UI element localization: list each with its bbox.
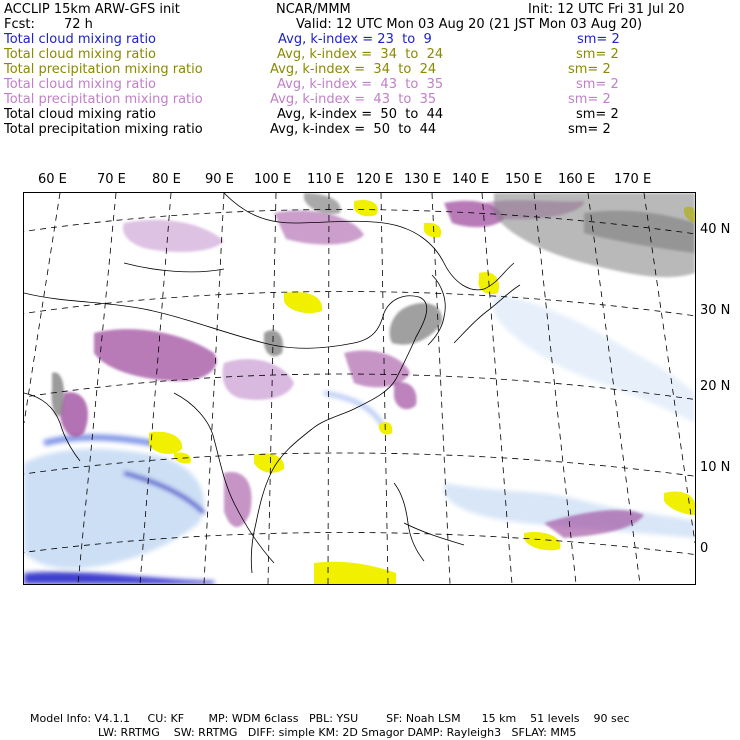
field-sm: sm= 2 xyxy=(568,92,611,107)
field-avg: Avg, k-index = 50 to 44 xyxy=(277,107,444,122)
field-name: Total cloud mixing ratio xyxy=(4,107,157,122)
lat-label: 40 N xyxy=(700,222,731,237)
lat-label: 20 N xyxy=(700,379,731,394)
lon-label: 110 E xyxy=(307,172,345,187)
map-canvas xyxy=(24,193,695,584)
field-row xyxy=(4,47,156,62)
field-avg: Avg, k-index = 43 to 35 xyxy=(277,77,444,92)
lon-label: 130 E xyxy=(404,172,442,187)
field-row xyxy=(4,122,203,137)
field-name: Total cloud mixing ratio xyxy=(4,32,157,47)
model-info-line1: Model Info: V4.1.1 CU: KF MP: WDM 6class PBL: YSU SF: Noah LSM 15 km 51 levels 90 sec xyxy=(30,712,630,725)
field-sm: sm= 2 xyxy=(576,47,619,62)
model-info-line2: LW: RRTMG SW: RRTMG DIFF: simple KM: 2D Smagor DAMP: Rayleigh3 SFLAY: MM5 xyxy=(98,726,577,739)
lon-label: 140 E xyxy=(452,172,490,187)
field-name: Total cloud mixing ratio xyxy=(4,47,157,62)
field-name: Total cloud mixing ratio xyxy=(4,77,157,92)
field-sm: sm= 2 xyxy=(568,62,611,77)
lon-label: 60 E xyxy=(38,172,67,187)
lat-label: 30 N xyxy=(700,303,731,318)
org-label: NCAR/MMM xyxy=(276,2,351,17)
field-row xyxy=(4,62,203,77)
lon-label: 120 E xyxy=(356,172,394,187)
lon-label: 100 E xyxy=(254,172,292,187)
field-row xyxy=(4,107,156,122)
field-avg: Avg, k-index = 34 to 24 xyxy=(277,47,444,62)
fcst-value: 72 h xyxy=(64,17,93,32)
init-time: Init: 12 UTC Fri 31 Jul 20 xyxy=(528,2,685,17)
field-sm: sm= 2 xyxy=(576,107,619,122)
model-title: ACCLIP 15km ARW-GFS init xyxy=(4,2,180,17)
field-row xyxy=(4,92,203,107)
field-avg: Avg, k-index = 50 to 44 xyxy=(270,122,437,137)
lat-label: 0 xyxy=(700,541,709,556)
lon-label: 150 E xyxy=(505,172,543,187)
lon-label: 90 E xyxy=(205,172,234,187)
field-avg: Avg, k-index = 43 to 35 xyxy=(270,92,437,107)
lat-label: 10 N xyxy=(700,460,731,475)
field-row xyxy=(4,77,156,92)
lon-label: 80 E xyxy=(152,172,181,187)
lon-label: 70 E xyxy=(97,172,126,187)
field-avg: Avg, k-index = 34 to 24 xyxy=(270,62,437,77)
field-sm: sm= 2 xyxy=(576,77,619,92)
fcst-label: Fcst: xyxy=(4,17,35,32)
valid-time: Valid: 12 UTC Mon 03 Aug 20 (21 JST Mon 03 Aug 20) xyxy=(296,17,643,32)
forecast-map[interactable] xyxy=(23,192,696,585)
field-avg: Avg, k-index = 23 to 9 xyxy=(278,32,432,47)
field-name: Total precipitation mixing ratio xyxy=(4,122,203,137)
field-row xyxy=(4,32,156,47)
field-name: Total precipitation mixing ratio xyxy=(4,92,203,107)
lon-label: 170 E xyxy=(614,172,652,187)
field-sm: sm= 2 xyxy=(568,122,611,137)
lon-label: 160 E xyxy=(558,172,596,187)
field-name: Total precipitation mixing ratio xyxy=(4,62,203,77)
field-sm: sm= 2 xyxy=(577,32,620,47)
